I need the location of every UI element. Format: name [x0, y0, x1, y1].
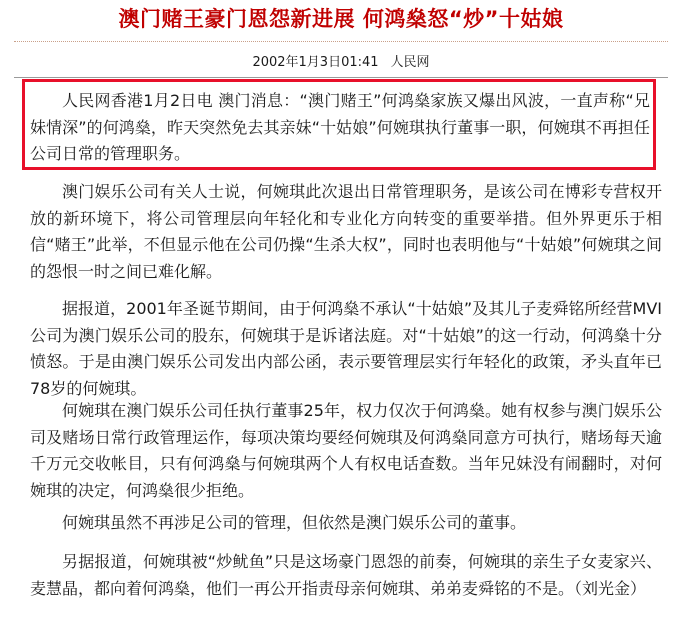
article-source: 人民网	[390, 55, 430, 70]
article-paragraph: 据报道，2001年圣诞节期间，由于何鸿燊不承认“十姑娘”及其儿子麦舜铭所经营MVI公司为澳门娱乐公司的股东，何婉琪于是诉诸法庭。对“十姑娘”的这一行动，何鸿燊十分愤怒。于是由澳门娱乐公司发出内部公函，表示要管理层实行年轻化的政策，矛头直年已78岁的何婉琪。	[30, 299, 662, 398]
headline-divider	[14, 41, 668, 42]
article-headline: 澳门赌王豪门恩怨新进展 何鸿燊怒“炒”十姑娘	[118, 7, 564, 31]
dateline-divider	[14, 77, 668, 78]
article-paragraph: 何婉琪在澳门娱乐公司任执行董事25年，权力仅次于何鸿燊。她有权参与澳门娱乐公司及赌场日常行政管理运作，每项决策均要经何婉琪及何鸿燊同意方可执行，赌场每天逾千万元交收帐目，只有何鸿燊与何婉琪两个人有权电话查数。当年兄妹没有闹翻时，对何婉琪的决定，何鸿燊很少拒绝。	[30, 401, 662, 500]
article-dateline	[0, 53, 682, 73]
publish-date: 2002年1月3日01:41	[252, 55, 379, 70]
article-paragraph: 何婉琪虽然不再涉足公司的管理，但依然是澳门娱乐公司的董事。	[62, 513, 527, 532]
article-paragraph: 另据报道，何婉琪被“炒鱿鱼”只是这场豪门恩怨的前奏，何婉琪的亲生子女麦家兴、麦慧晶，都向着何鸿燊，他们一再公开指责母亲何婉琪、弟弟麦舜铭的不是。（刘光金）	[30, 552, 662, 598]
article-paragraph-lead: 人民网香港1月2日电 澳门消息：“澳门赌王”何鸿燊家族又爆出风波，一直声称“兄妹情深”的何鸿燊，昨天突然免去其亲妹“十姑娘”何婉琪执行董事一职，何婉琪不再担任公司日常的管理职务。	[30, 91, 650, 163]
article-paragraph: 澳门娱乐公司有关人士说，何婉琪此次退出日常管理职务，是该公司在博彩专营权开放的新环境下，将公司管理层向年轻化和专业化方向转变的重要举措。但外界更乐于相信“赌王”此举，不但显示他在公司仍操“生杀大权”，同时也表明他与“十姑娘”何婉琪之间的怨恨一时之间已难化解。	[30, 182, 662, 281]
